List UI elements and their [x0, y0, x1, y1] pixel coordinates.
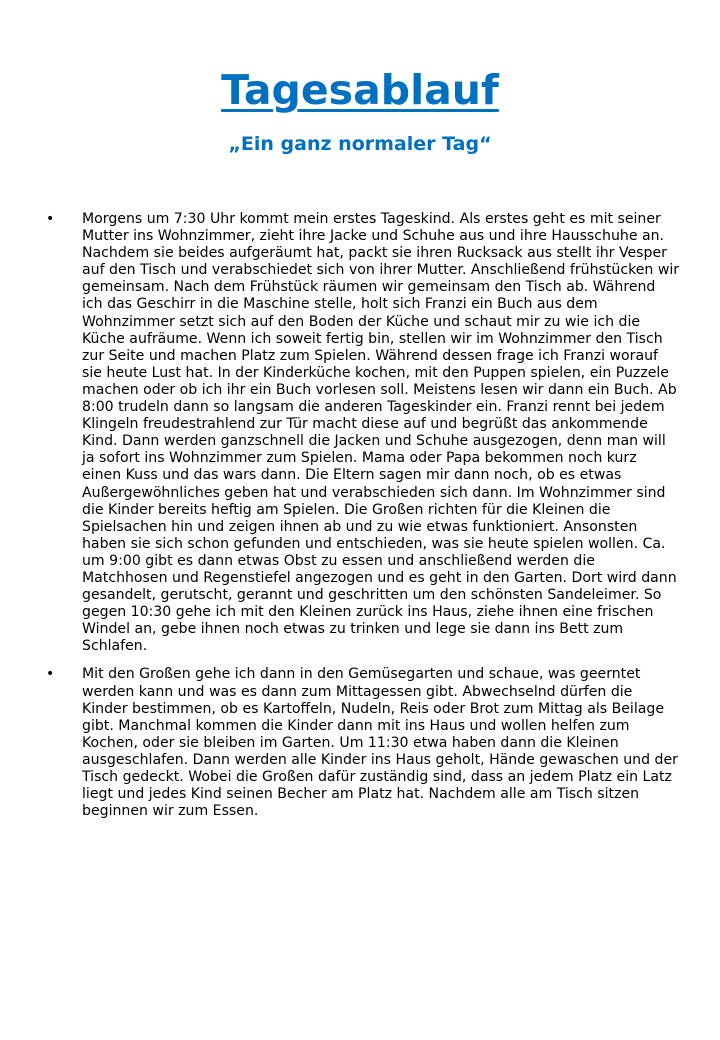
page-subtitle: „Ein ganz normaler Tag“ [228, 133, 492, 155]
paragraph-text: Morgens um 7:30 Uhr kommt mein erstes Tageskind. Als erstes geht es mit seiner Mutter ins Wohnzimmer, zieht ihre Jacke und Schuhe aus und ihre Hausschuhe an. Nachdem sie beides aufgeräumt hat, packt sie ihren Rucksack aus stellt ihr Vesper auf den Tisch und verabschiedet sich von ihrer Mutter. Anschließend frühstücken wir gemeinsam. Nach dem Frühstück räumen wir gemeinsam den Tisch ab. Während ich das Geschirr in die Maschine stelle, holt sich Franzi ein Buch aus dem Wohnzimmer setzt sich auf den Boden der Küche und schaut mir zu wie ich die Küche aufräume. Wenn ich soweit fertig bin, stellen wir im Wohnzimmer den Tisch zur Seite und machen Platz zum Spielen. Während dessen frage ich Franzi worauf sie heute Lust hat. In der Kinderküche kochen, mit den Puppen spielen, ein Puzzele machen oder ob ich ihr ein Buch vorlesen soll. Meistens lesen wir dann ein Buch. Ab 8:00 trudeln dann so langsam die anderen Tageskinder ein. Franzi rennt bei jedem Klingeln freudestrahlend zur Tür macht diese auf und begrüßt das ankommende Kind. Dann werden ganzschnell die Jacken und Schuhe ausgezogen, denn man will ja sofort ins Wohnzimmer zum Spielen. Mama oder Papa bekommen noch kurz einen Kuss und das wars dann. Die Eltern sagen mir dann noch, ob es etwas Außergewöhnliches geben hat und verabschieden sich dann. Im Wohnzimmer sind die Kinder bereits heftig am Spielen. Die Großen richten für die Kleinen die Spielsachen hin und zeigen ihnen ab und zu wie etwas funktioniert. Ansonsten haben sie sich schon gefunden und entschieden, was sie heute spielen wollen. Ca. um 9:00 gibt es dann etwas Obst zu essen und anschließend werden die Matchhosen und Regenstiefel angezogen und es geht in den Garten. Dort wird dann gesandelt, gerutscht, gerannt und geschritten um den schönsten Sandeleimer. So gegen 10:30 gehe ich mit den Kleinen zurück ins Haus, ziehe ihnen eine frischen Windel an, gebe ihnen noch etwas zu trinken und lege sie dann ins Bett zum Schlafen. [82, 211, 680, 655]
page-title: Tagesablauf [221, 66, 499, 114]
bullet-icon: • [46, 211, 55, 227]
bullet-icon: • [46, 666, 55, 683]
bullet-list [46, 211, 680, 831]
list-item [46, 666, 680, 820]
paragraph-text: Mit den Großen gehe ich dann in den Gemüsegarten und schaue, was geerntet werden kann und was es dann zum Mittagessen gibt. Abwechselnd dürfen die Kinder bestimmen, ob es Kartoffeln, Nudeln, Reis oder Brot zum Mittag als Beilage gibt. Manchmal kommen die Kinder dann mit ins Haus und wollen helfen zum Kochen, oder sie bleiben im Garten. Um 11:30 etwa haben dann die Kleinen ausgeschlafen. Dann werden alle Kinder ins Haus geholt, Hände gewaschen und der Tisch gedeckt. Wobei die Großen dafür zuständig sind, dass an jedem Platz ein Latz liegt und jedes Kind seinen Becher am Platz hat. Nachdem alle am Tisch sitzen beginnen wir zum Essen. [82, 666, 678, 820]
list-item [46, 211, 680, 655]
